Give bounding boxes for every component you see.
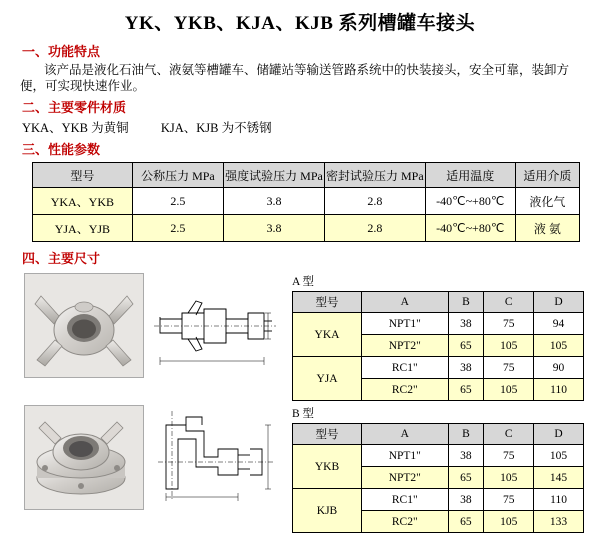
col-header-d: D [534, 424, 584, 445]
cell-c: 105 [484, 467, 534, 489]
col-header-b: B [448, 292, 484, 313]
col-header-model: 型号 [293, 292, 362, 313]
cell-b: 38 [448, 357, 484, 379]
section-heading-dimensions: 四、主要尺寸 [22, 251, 101, 266]
table-row [33, 215, 580, 242]
dimension-table-a-wrap [292, 273, 584, 401]
dimensions-section [10, 273, 590, 533]
section-heading-performance: 三、性能参数 [22, 142, 101, 157]
dimension-table-a-label: A 型 [292, 276, 315, 288]
cell-d: 94 [534, 313, 584, 335]
cell-a: RC2" [362, 379, 449, 401]
cell-d: 110 [534, 379, 584, 401]
document-page [0, 8, 600, 528]
cell-temperature: -40℃~+80℃ [425, 188, 515, 215]
cell-d: 105 [534, 445, 584, 467]
technical-drawing-b [152, 405, 278, 508]
table-row [293, 489, 584, 511]
cell-b: 65 [448, 379, 484, 401]
col-header-c: C [484, 424, 534, 445]
cell-d: 145 [534, 467, 584, 489]
product-photo-a [24, 273, 144, 378]
product-photo-b [24, 405, 144, 510]
cell-model: YJA、YJB [33, 215, 133, 242]
col-header-nominal-pressure: 公称压力 MPa [132, 163, 223, 188]
section-heading-material: 二、主要零件材质 [22, 100, 127, 115]
cell-strength-test: 3.8 [224, 215, 325, 242]
cell-model: YKA [293, 313, 362, 357]
cell-a: NPT2" [362, 335, 449, 357]
col-header-b: B [448, 424, 484, 445]
cell-c: 75 [484, 313, 534, 335]
cell-medium: 液化气 [515, 188, 579, 215]
col-header-model: 型号 [293, 424, 362, 445]
cell-b: 65 [448, 511, 484, 533]
cell-b: 38 [448, 489, 484, 511]
col-header-c: C [484, 292, 534, 313]
dimension-table-b [292, 423, 584, 533]
cell-strength-test: 3.8 [224, 188, 325, 215]
cell-b: 65 [448, 467, 484, 489]
cell-a: RC1" [362, 489, 449, 511]
dimension-table-b-wrap [292, 405, 584, 533]
cell-model: YKB [293, 445, 362, 489]
cell-medium: 液 氨 [515, 215, 579, 242]
material-left-text: YKA、YKB 为黄铜 [22, 121, 129, 135]
col-header-a: A [362, 292, 449, 313]
section-heading-features: 一、功能特点 [22, 44, 101, 59]
col-header-seal-test: 密封试验压力 MPa [324, 163, 425, 188]
product-photo-b-graphic [25, 406, 143, 509]
cell-a: NPT1" [362, 445, 449, 467]
technical-drawing-a [152, 273, 278, 376]
cell-c: 105 [484, 335, 534, 357]
cell-c: 75 [484, 489, 534, 511]
col-header-medium: 适用介质 [515, 163, 579, 188]
col-header-d: D [534, 292, 584, 313]
cell-c: 105 [484, 379, 534, 401]
table-row [293, 313, 584, 335]
cell-seal-test: 2.8 [324, 188, 425, 215]
product-photo-a-graphic [25, 274, 143, 377]
cell-model: YKA、YKB [33, 188, 133, 215]
table-header-row [33, 163, 580, 188]
cell-a: NPT1" [362, 313, 449, 335]
cell-a: RC2" [362, 511, 449, 533]
cell-c: 75 [484, 445, 534, 467]
table-row [33, 188, 580, 215]
table-row [293, 357, 584, 379]
cell-a: RC1" [362, 357, 449, 379]
cell-d: 110 [534, 489, 584, 511]
cell-d: 90 [534, 357, 584, 379]
technical-drawing-b-graphic [152, 405, 278, 508]
dimension-table-b-label: B 型 [292, 408, 315, 420]
material-line [22, 118, 590, 136]
material-right-text: KJA、KJB 为不锈钢 [160, 121, 272, 135]
cell-c: 105 [484, 511, 534, 533]
cell-b: 38 [448, 313, 484, 335]
cell-d: 133 [534, 511, 584, 533]
col-header-strength-test: 强度试验压力 MPa [224, 163, 325, 188]
table-header-row [293, 292, 584, 313]
col-header-a: A [362, 424, 449, 445]
dimension-row-a [24, 273, 590, 401]
features-body-text: 该产品是液化石油气、液氨等槽罐车、储罐站等输送管路系统中的快装接头，安全可靠，装卸方便，可实现快速作业。 [20, 63, 570, 93]
table-header-row [293, 424, 584, 445]
dimension-row-b [24, 405, 590, 533]
performance-table [32, 162, 580, 242]
cell-nominal-pressure: 2.5 [132, 188, 223, 215]
cell-model: KJB [293, 489, 362, 533]
cell-b: 65 [448, 335, 484, 357]
dimension-table-a [292, 291, 584, 401]
cell-seal-test: 2.8 [324, 215, 425, 242]
page-title: YK、YKB、KJA、KJB 系列槽罐车接头 [124, 13, 476, 34]
cell-c: 75 [484, 357, 534, 379]
col-header-model: 型号 [33, 163, 133, 188]
col-header-temperature: 适用温度 [425, 163, 515, 188]
cell-a: NPT2" [362, 467, 449, 489]
cell-temperature: -40℃~+80℃ [425, 215, 515, 242]
cell-d: 105 [534, 335, 584, 357]
technical-drawing-a-graphic [152, 273, 278, 376]
cell-b: 38 [448, 445, 484, 467]
cell-model: YJA [293, 357, 362, 401]
cell-nominal-pressure: 2.5 [132, 215, 223, 242]
table-row [293, 445, 584, 467]
